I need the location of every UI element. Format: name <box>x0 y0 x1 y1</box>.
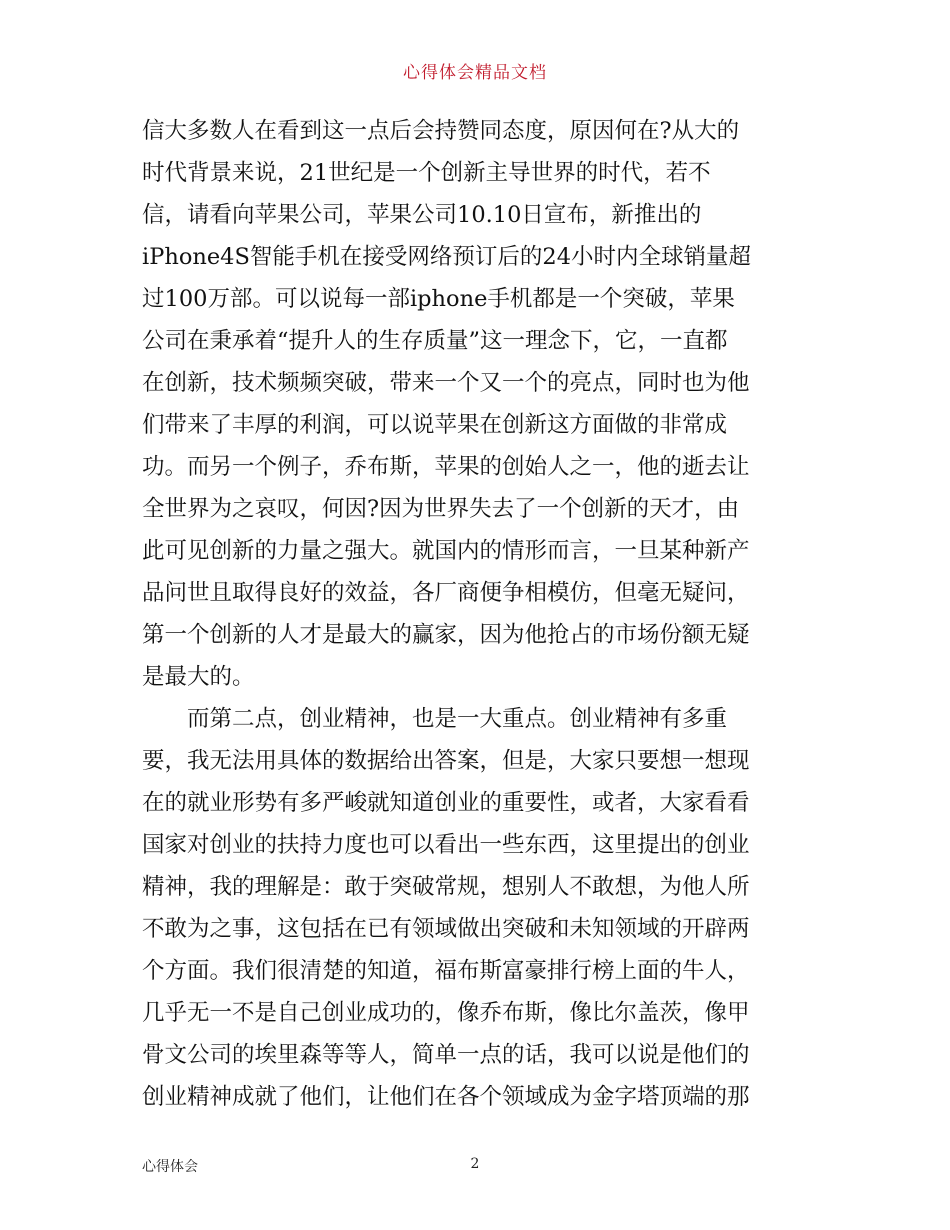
page-header-title: 心得体会精品文档 <box>403 63 547 83</box>
text-line: 信大多数人在看到这一点后会持赞同态度，原因何在?从大的 <box>142 118 740 144</box>
text-line: 们带来了丰厚的利润，可以说苹果在创新这方面做的非常成 <box>142 412 728 438</box>
text-line: 品问世且取得良好的效益，各厂商便争相模仿，但毫无疑问， <box>142 580 750 606</box>
text-line: 要，我无法用具体的数据给出答案，但是，大家只要想一想现 <box>142 748 750 774</box>
text-line: 在的就业形势有多严峻就知道创业的重要性，或者，大家看看 <box>142 790 750 816</box>
text-line: 创业精神成就了他们，让他们在各个领域成为金字塔顶端的那 <box>142 1084 750 1110</box>
page-number: 2 <box>470 1156 480 1172</box>
text-line: 个方面。我们很清楚的知道，福布斯富豪排行榜上面的牛人， <box>142 958 750 984</box>
footer-label: 心得体会 <box>142 1159 198 1175</box>
text-line: 时代背景来说，21世纪是一个创新主导世界的时代，若不 <box>142 160 711 186</box>
text-line: 功。而另一个例子，乔布斯，苹果的创始人之一，他的逝去让 <box>142 454 750 480</box>
text-line: 第一个创新的人才是最大的赢家，因为他抢占的市场份额无疑 <box>142 622 750 648</box>
document-body <box>142 110 812 1118</box>
text-line: 国家对创业的扶持力度也可以看出一些东西，这里提出的创业 <box>142 832 750 858</box>
text-line: 公司在秉承着“提升人的生存质量”这一理念下，它，一直都 <box>142 328 728 354</box>
text-line: 信，请看向苹果公司，苹果公司10.10日宣布，新推出的 <box>142 202 702 228</box>
text-line: 是最大的。 <box>142 664 255 690</box>
text-line: 全世界为之哀叹，何因?因为世界失去了一个创新的天才，由 <box>142 496 740 522</box>
text-line: 骨文公司的埃里森等等人，简单一点的话，我可以说是他们的 <box>142 1042 750 1068</box>
text-line: 精神，我的理解是：敢于突破常规，想别人不敢想，为他人所 <box>142 874 750 900</box>
text-line: 几乎无一不是自己创业成功的，像乔布斯，像比尔盖茨，像甲 <box>142 1000 750 1026</box>
text-line: 过100万部。可以说每一部iphone手机都是一个突破，苹果 <box>142 286 735 312</box>
text-line: 此可见创新的力量之强大。就国内的情形而言，一旦某种新产 <box>142 538 750 564</box>
text-line: 不敢为之事，这包括在已有领域做出突破和未知领域的开辟两 <box>142 916 750 942</box>
text-line: iPhone4S智能手机在接受网络预订后的24小时内全球销量超 <box>142 244 752 270</box>
text-line: 而第二点，创业精神，也是一大重点。创业精神有多重 <box>142 706 728 732</box>
text-line: 在创新，技术频频突破，带来一个又一个的亮点，同时也为他 <box>142 370 750 396</box>
